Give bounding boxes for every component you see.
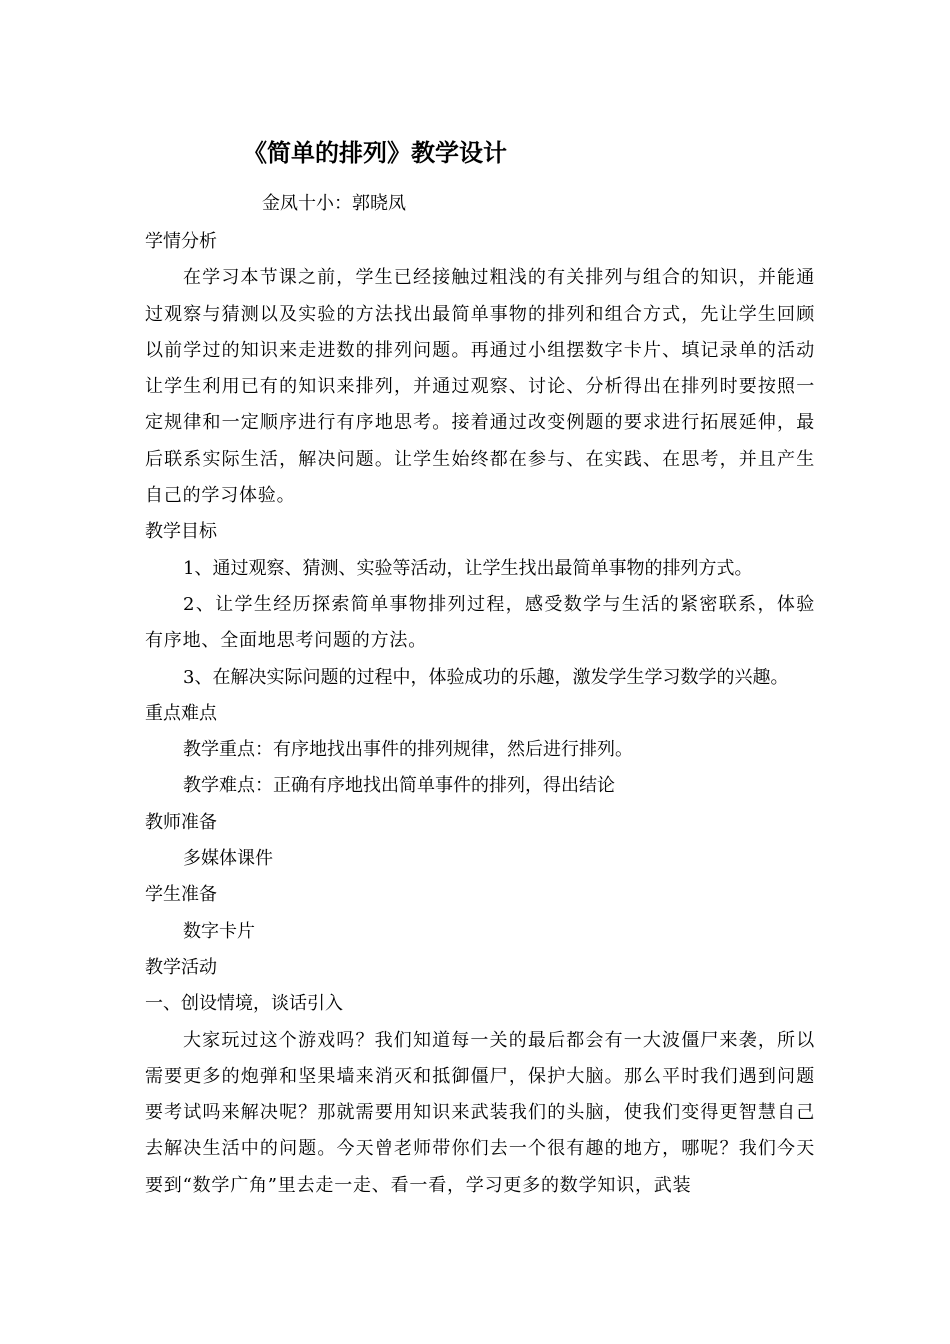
document-title: 《简单的排列》教学设计 xyxy=(243,139,507,167)
section-heading-key-points: 重点难点 xyxy=(145,702,217,724)
teacher-prep-text: 多媒体课件 xyxy=(183,848,273,870)
step-1-heading: 一、创设情境，谈话引入 xyxy=(145,993,343,1015)
key-point-text: 教学重点：有序地找出事件的排列规律，然后进行排列。 xyxy=(183,739,633,761)
goal-item-3: 3、在解决实际问题的过程中，体验成功的乐趣，激发学生学习数学的兴趣。 xyxy=(183,666,789,688)
goal-item-2: 2、让学生经历探索简单事物排列过程，感受数学与生活的紧密联系，体验有序地、全面地思考问题的方法。 xyxy=(145,593,815,652)
section-heading-activities: 教学活动 xyxy=(145,956,217,978)
section-heading-teacher-prep: 教师准备 xyxy=(145,811,217,833)
section-heading-student-prep: 学生准备 xyxy=(145,884,217,906)
difficult-point-text: 教学难点：正确有序地找出简单事件的排列，得出结论 xyxy=(183,775,615,797)
section-heading-analysis: 学情分析 xyxy=(145,231,217,252)
goal-item-1: 1、通过观察、猜测、实验等活动，让学生找出最简单事物的排列方式。 xyxy=(183,557,753,579)
student-prep-text: 数字卡片 xyxy=(183,920,255,942)
analysis-paragraph: 在学习本节课之前，学生已经接触过粗浅的有关排列与组合的知识，并能通过观察与猜测以及实验的方法找出最简单事物的排列和组合方式，先让学生回顾以前学过的知识来走进数的排列问题。再通过小组摆数字卡片、填记录单的活动让学生利用已有的知识来排列，并通过观察、讨论、分析得出在排列时要按照一定规律和一定顺序进行有序地思考。接着通过改变例题的要求进行拓展延伸，最后联系实际生活，解决问题。让学生始终都在参与、在实践、在思考，并且产生自己的学习体验。 xyxy=(145,267,815,507)
step-1-paragraph: 大家玩过这个游戏吗？我们知道每一关的最后都会有一大波僵尸来袭，所以需要更多的炮弹和坚果墙来消灭和抵御僵尸，保护大脑。那么平时我们遇到问题要考试吗来解决呢？那就需要用知识来武装我们的头脑，使我们变得更智慧自己去解决生活中的问题。今天曾老师带你们去一个很有趣的地方，哪呢？我们今天要到“数学广角”里去走一走、看一看，学习更多的数学知识，武装 xyxy=(145,1029,815,1196)
document-author: 金凤十小：郭晓凤 xyxy=(262,193,406,214)
section-heading-goals: 教学目标 xyxy=(145,521,217,543)
document-body xyxy=(145,224,815,1204)
